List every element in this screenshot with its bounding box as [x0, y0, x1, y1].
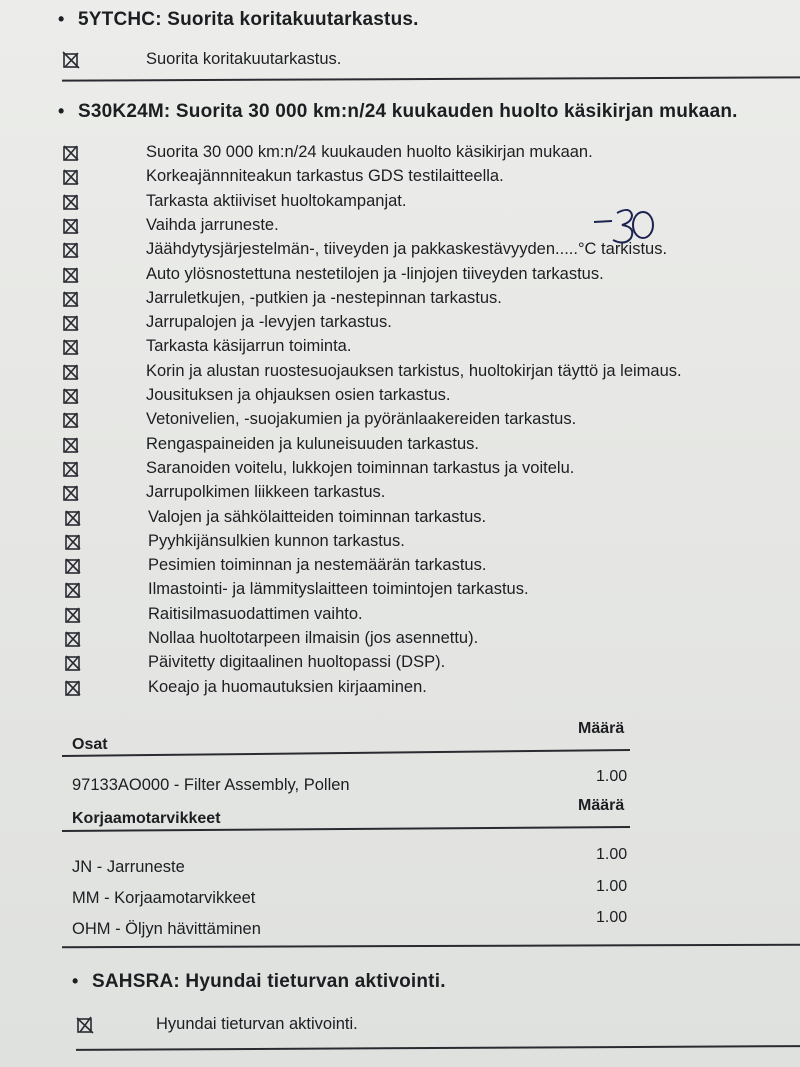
part-name: 97133AO000 - Filter Assembly, Pollen — [72, 776, 350, 794]
checklist-item-label: Tarkasta aktiiviset huoltokampanjat. — [146, 191, 407, 210]
checked-box-icon — [62, 460, 80, 478]
checked-box-icon — [64, 606, 82, 624]
parts-qty-header: Määrä — [578, 720, 625, 737]
checked-box-icon — [62, 411, 80, 429]
checked-box-icon — [62, 290, 80, 308]
checklist-item-label: Suorita koritakuutarkastus. — [146, 50, 342, 68]
checked-box-icon — [62, 51, 80, 69]
checklist-item-label: Päivitetty digitaalinen huoltopassi (DSP). — [148, 653, 446, 672]
handwritten-note-text: -30 — [592, 208, 594, 209]
checklist-item-label: Vetonivelien, -suojakumien ja pyöränlaakereiden tarkastus. — [146, 410, 577, 429]
supply-qty: 1.00 — [596, 878, 628, 895]
divider — [62, 76, 800, 81]
section-heading-sahsra — [72, 971, 446, 993]
divider — [62, 749, 630, 757]
handwritten-note — [592, 208, 658, 256]
checked-box-icon — [62, 387, 80, 405]
checklist-item-label: Hyundai tieturvan aktivointi. — [156, 1015, 358, 1033]
checklist-item-label: Pyyhkijänsulkien kunnon tarkastus. — [148, 531, 405, 550]
checked-box-icon — [64, 581, 82, 599]
checklist-item-label: Jarruletkujen, -putkien ja -nestepinnan tarkastus. — [146, 288, 502, 307]
checked-box-icon — [64, 509, 82, 527]
section-heading-s30k24m — [58, 101, 738, 123]
supply-name: JN - Jarruneste — [72, 858, 185, 876]
checked-box-icon — [62, 168, 80, 186]
checked-box-icon — [62, 241, 80, 259]
section-title: SAHSRA: Hyundai tieturvan aktivointi. — [92, 971, 446, 992]
checklist-item-label: Vaihda jarruneste. — [146, 215, 279, 234]
checked-box-icon — [76, 1016, 94, 1034]
checklist-item-label: Jarrupalojen ja -levyjen tarkastus. — [146, 313, 392, 332]
checked-box-icon — [64, 630, 82, 648]
supply-qty: 1.00 — [596, 846, 628, 863]
checked-box-icon — [62, 436, 80, 454]
checked-box-icon — [62, 338, 80, 356]
supplies-qty-header: Määrä — [578, 797, 625, 814]
checklist-item-label: Valojen ja sähkölaitteiden toiminnan tarkastus. — [148, 507, 487, 526]
bullet-icon: • — [72, 971, 79, 991]
divider — [76, 1045, 800, 1051]
checklist-item-label: Korkeajännniteakun tarkastus GDS testilaitteella. — [146, 167, 504, 186]
checklist-item-label: Rengaspaineiden ja kuluneisuuden tarkastus. — [146, 434, 479, 453]
divider — [62, 944, 800, 949]
parts-label: Osat — [72, 736, 108, 753]
supply-qty: 1.00 — [596, 909, 628, 926]
checklist-item-label: Koeajo ja huomautuksien kirjaaminen. — [148, 677, 427, 696]
section-title: S30K24M: Suorita 30 000 km:n/24 kuukauden huolto käsikirjan mukaan. — [78, 101, 738, 122]
checked-box-icon — [62, 266, 80, 284]
checked-box-icon — [64, 533, 82, 551]
checked-box-icon — [64, 557, 82, 575]
checklist-item-label: Jousituksen ja ohjauksen osien tarkastus. — [146, 386, 451, 404]
supply-name: MM - Korjaamotarvikkeet — [72, 889, 256, 907]
checklist-item-label: Auto ylösnostettuna nestetilojen ja -linjojen tiiveyden tarkastus. — [146, 264, 604, 283]
checked-box-icon — [62, 363, 80, 381]
checklist-item-label: Korin ja alustan ruostesuojauksen tarkistus, huoltokirjan täyttö ja leimaus. — [146, 361, 682, 380]
checklist-item-label: Jäähdytysjärjestelmän-, tiiveyden ja pakkaskestävyyden.....°C tarkistus. — [146, 240, 668, 259]
checklist-item-label: Pesimien toiminnan ja nestemäärän tarkastus. — [148, 556, 487, 575]
checklist-item-label: Ilmastointi- ja lämmityslaitteen toimintojen tarkastus. — [148, 580, 529, 599]
checked-box-icon — [62, 144, 80, 162]
checked-box-icon — [64, 654, 82, 672]
section-title: 5YTCHC: Suorita koritakuutarkastus. — [78, 9, 419, 30]
checked-box-icon — [62, 484, 80, 502]
checklist-item-label: Jarrupolkimen liikkeen tarkastus. — [146, 483, 386, 502]
bullet-icon: • — [58, 101, 65, 121]
checked-box-icon — [62, 217, 80, 235]
section-heading-5ytchc — [58, 9, 419, 31]
checklist-item-label: Raitisilmasuodattimen vaihto. — [148, 604, 363, 623]
checklist-item-label: Suorita 30 000 km:n/24 kuukauden huolto käsikirjan mukaan. — [146, 143, 593, 161]
checked-box-icon — [62, 193, 80, 211]
bullet-icon: • — [58, 9, 65, 29]
supplies-label: Korjaamotarvikkeet — [72, 810, 221, 827]
checked-box-icon — [62, 314, 80, 332]
part-qty: 1.00 — [596, 768, 628, 785]
checked-box-icon — [64, 679, 82, 697]
checklist-item-label: Saranoiden voitelu, lukkojen toiminnan tarkastus ja voitelu. — [146, 458, 575, 477]
supply-name: OHM - Öljyn hävittäminen — [72, 920, 261, 938]
checklist-item-label: Tarkasta käsijarrun toiminta. — [146, 337, 352, 356]
checklist-item-label: Nollaa huoltotarpeen ilmaisin (jos asennettu). — [148, 629, 479, 647]
